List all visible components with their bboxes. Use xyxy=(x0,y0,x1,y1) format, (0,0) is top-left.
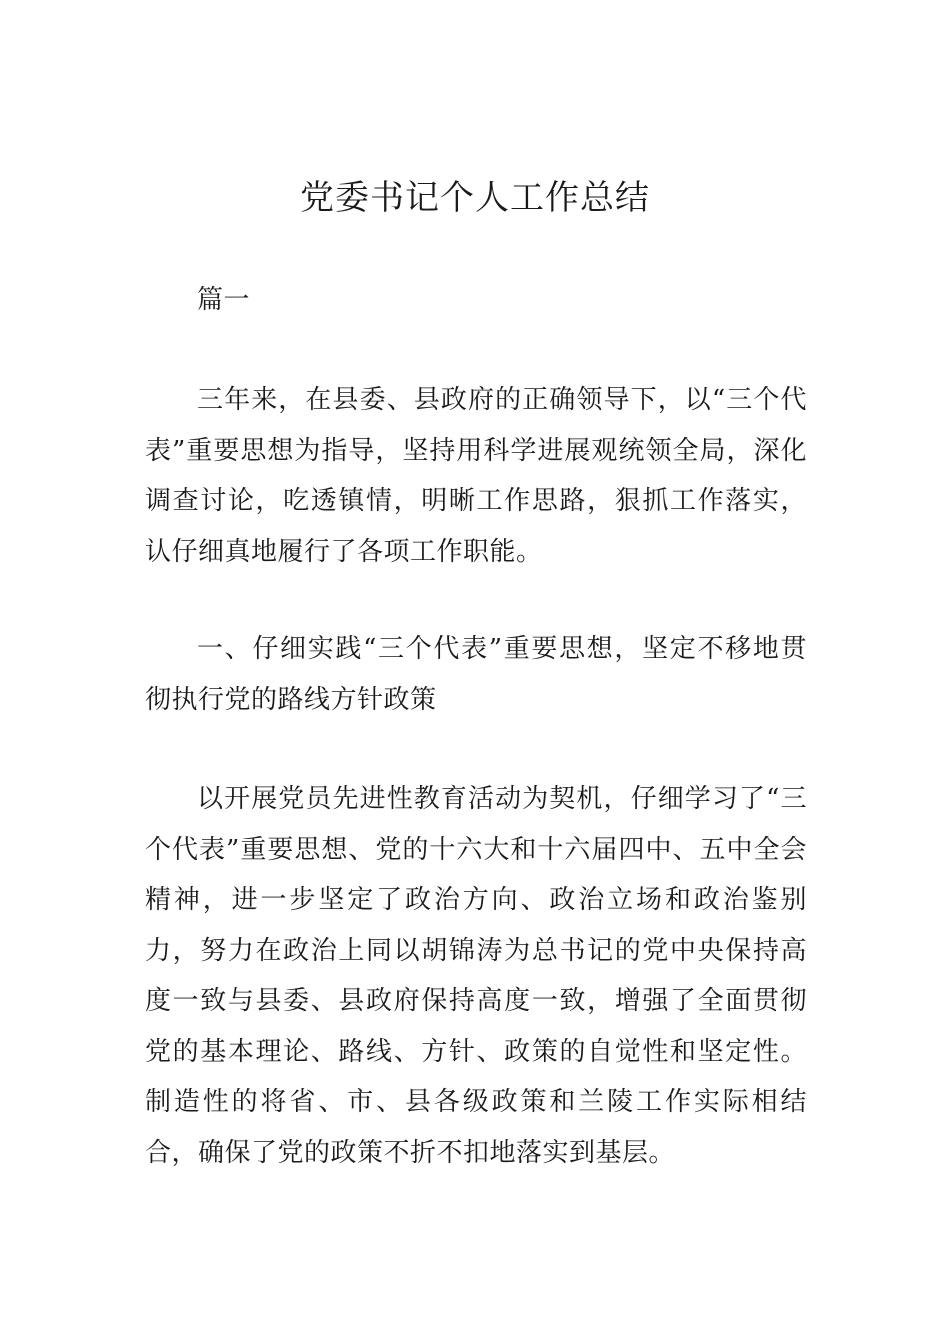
section-label: 篇一 xyxy=(197,285,251,315)
section-heading-1: 一、仔细实践“三个代表”重要思想，坚定不移地贯彻执行党的路线方针政策 xyxy=(145,634,807,715)
document-title: 党委书记个人工作总结 xyxy=(300,178,650,218)
body-paragraph: 以开展党员先进性教育活动为契机，仔细学习了“三个代表”重要思想、党的十六大和十六届四中、五中全会精神，进一步坚定了政治方向、政治立场和政治鉴别力，努力在政治上同以胡锦涛为总书记的党中央保持高度一致与县委、县政府保持高度一致，增强了全面贯彻党的基本理论、路线、方针、政策的自觉性和坚定性。制造性的将省、市、县各级政策和兰陵工作实际相结合，确保了党的政策不折不扣地落实到基层。 xyxy=(145,784,807,1168)
intro-paragraph: 三年来，在县委、县政府的正确领导下，以“三个代表”重要思想为指导，坚持用科学进展观统领全局，深化调查讨论，吃透镇情，明晰工作思路，狠抓工作落实，认仔细真地履行了各项工作职能。 xyxy=(145,385,807,567)
